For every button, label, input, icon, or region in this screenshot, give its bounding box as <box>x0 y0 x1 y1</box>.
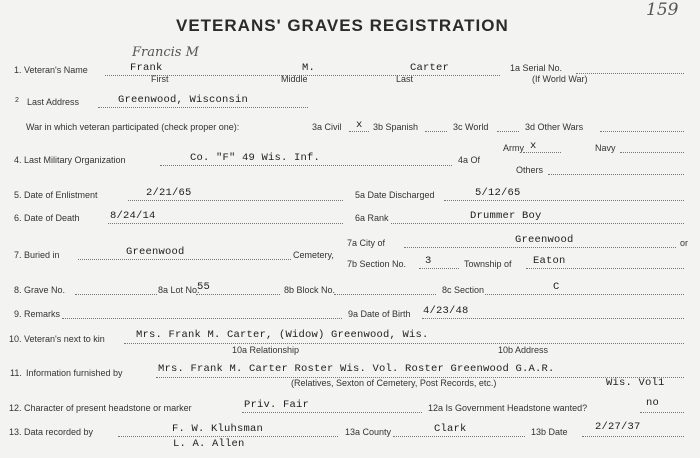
city-or: or <box>680 238 689 248</box>
caption-address: 10b Address <box>498 345 549 355</box>
caption-middle: Middle <box>281 74 308 84</box>
township: Eaton <box>533 255 566 267</box>
war-spanish-label: 3b Spanish <box>373 122 419 132</box>
field-11-label: Information furnished by <box>26 368 123 378</box>
organization-line <box>160 165 452 166</box>
enlistment-line <box>128 200 343 201</box>
handwritten-correction: Francis M <box>132 45 199 60</box>
gov-headstone: no <box>646 397 660 409</box>
field-3-label: War in which veteran participated (check proper one): <box>26 122 240 132</box>
caption-informant: (Relatives, Sexton of Cemetery, Post Records, etc.) <box>291 378 497 388</box>
next-of-kin: Mrs. Frank M. Carter, (Widow) Greenwood, Wis. <box>136 329 429 341</box>
field-6a-label: 6a Rank <box>355 213 389 223</box>
others-label: Others <box>516 165 544 175</box>
recorder-2: L. A. Allen <box>173 438 245 450</box>
field-8c-label: 8c Section <box>442 285 485 295</box>
last-address: Greenwood, Wisconsin <box>118 94 249 106</box>
organization: Co. "F" 49 Wis. Inf. <box>190 152 321 164</box>
field-7b-label: 7b Section No. <box>347 259 407 269</box>
others-line <box>548 174 684 175</box>
county: Clark <box>434 423 467 435</box>
war-other-line <box>600 131 684 132</box>
rank: Drummer Boy <box>470 210 542 222</box>
field-10-label: 10. Veteran's next to kin <box>9 334 105 344</box>
field-9-label: 9. Remarks <box>14 309 61 319</box>
grave-line <box>75 294 157 295</box>
navy-line <box>620 152 684 153</box>
rank-line <box>391 223 684 224</box>
discharge-line <box>444 200 684 201</box>
address-line <box>98 107 308 108</box>
field-12-label: 12. Character of present headstone or marker <box>9 403 192 413</box>
city: Greenwood <box>515 234 574 246</box>
field-8-label: 8. Grave No. <box>14 285 66 295</box>
field-9a-label: 9a Date of Birth <box>348 309 411 319</box>
serial-label: 1a Serial No. <box>510 63 563 73</box>
enlistment-date: 2/21/65 <box>146 187 192 199</box>
death-line <box>108 223 343 224</box>
caption-if-world-war: (If World War) <box>532 74 588 84</box>
birth-date: 4/23/48 <box>423 305 469 317</box>
remarks-line <box>62 318 342 319</box>
war-other-label: 3d Other Wars <box>525 122 584 132</box>
caption-last: Last <box>396 74 414 84</box>
field-5a-label: 5a Date Discharged <box>355 190 435 200</box>
headstone-line <box>242 412 422 413</box>
field-2-label: Last Address <box>27 97 80 107</box>
cemetery-suffix: Cemetery, <box>293 250 334 260</box>
kin-line <box>124 343 684 344</box>
cemetery-line <box>78 259 291 260</box>
block-line <box>334 294 436 295</box>
middle-name: M. <box>302 62 316 74</box>
field-7-label: 7. Buried in <box>14 250 60 260</box>
informant-extra: Wis. Vol1 <box>606 377 665 389</box>
lot-line <box>196 294 280 295</box>
section-8c-line <box>485 294 684 295</box>
army-mark: x <box>530 140 537 152</box>
field-4-label: 4. Last Military Organization <box>14 155 126 165</box>
war-civil-label: 3a Civil <box>312 122 342 132</box>
serial-line <box>576 73 684 74</box>
headstone: Priv. Fair <box>244 399 310 411</box>
war-civil-mark: x <box>356 119 363 131</box>
lot-no: 55 <box>197 281 211 293</box>
county-line <box>393 436 525 437</box>
field-1-label: 1. Veteran's Name <box>14 65 88 75</box>
gov-headstone-line <box>640 412 684 413</box>
war-world-label: 3c World <box>453 122 489 132</box>
field-11-num: 11. <box>10 368 22 378</box>
field-8a-label: 8a Lot No. <box>158 285 200 295</box>
recorder-line <box>118 436 338 437</box>
township-label: Township of <box>464 259 512 269</box>
field-5-label: 5. Date of Enlistment <box>14 190 98 200</box>
field-7a-label: 7a City of <box>347 238 386 248</box>
field-8b-label: 8b Block No. <box>284 285 336 295</box>
field-6-label: 6. Date of Death <box>14 213 80 223</box>
caption-first: First <box>151 74 169 84</box>
last-name: Carter <box>410 62 450 74</box>
field-12a-label: 12a Is Government Headstone wanted? <box>428 403 588 413</box>
birth-line <box>422 318 684 319</box>
death-date: 8/24/14 <box>110 210 156 222</box>
section-no: 3 <box>425 255 432 267</box>
field-2-num: 2 <box>15 97 19 104</box>
first-name: Frank <box>130 62 163 74</box>
section-no-line <box>419 268 459 269</box>
recorder-1: F. W. Kluhsman <box>172 423 264 435</box>
war-civil-line <box>349 131 369 132</box>
city-line <box>404 247 676 248</box>
caption-relationship: 10a Relationship <box>232 345 300 355</box>
record-date: 2/27/37 <box>595 421 641 433</box>
war-world-line <box>497 131 519 132</box>
township-line <box>526 268 684 269</box>
cemetery: Greenwood <box>126 246 185 258</box>
field-13-label: 13. Data recorded by <box>9 427 94 437</box>
navy-label: Navy <box>595 143 616 153</box>
page-number: 159 <box>646 0 679 20</box>
form-title: VETERANS' GRAVES REGISTRATION <box>176 16 509 35</box>
field-13b-label: 13b Date <box>531 427 568 437</box>
war-spanish-line <box>425 131 447 132</box>
field-13a-label: 13a County <box>345 427 392 437</box>
discharge-date: 5/12/65 <box>475 187 521 199</box>
field-4a-label: 4a Of <box>458 155 481 165</box>
informant: Mrs. Frank M. Carter Roster Wis. Vol. Roster Greenwood G.A.R. <box>158 363 555 375</box>
army-line <box>523 152 561 153</box>
army-label: Army <box>503 143 524 153</box>
section-8c: C <box>553 281 560 293</box>
record-date-line <box>582 436 684 437</box>
